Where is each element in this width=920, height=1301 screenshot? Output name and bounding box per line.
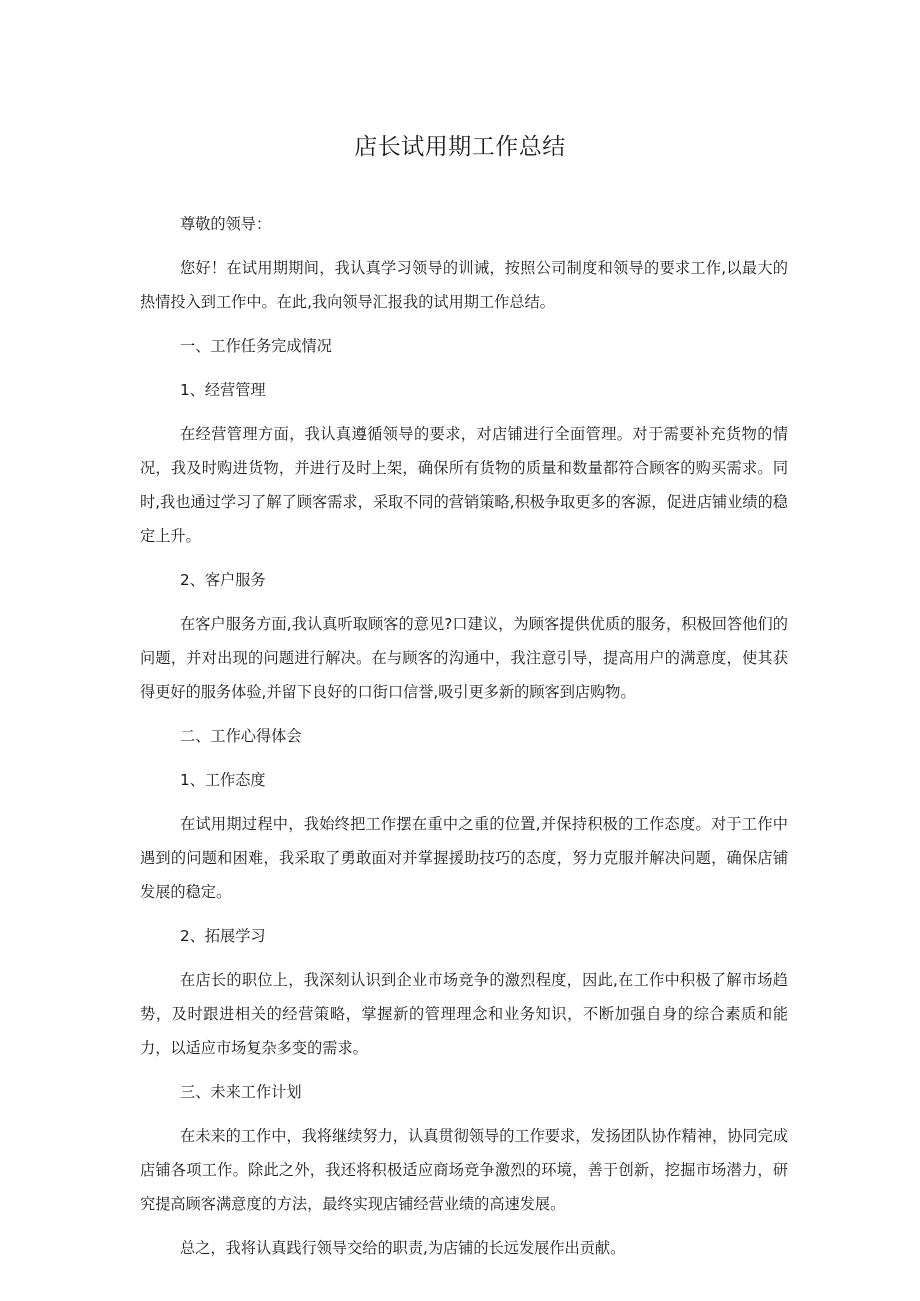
paragraph-1-2: 在客户服务方面,我认真听取顾客的意见?口建议，为顾客提供优质的服务，积极回答他们的问题，并对出现的问题进行解决。在与顾客的沟通中，我注意引导，提高用户的满意度，使其获得更好的服务体验,并留下良好的口街口信誉,吸引更多新的顾客到店购物。 [140,615,788,701]
greeting: 尊敬的领导： [180,215,272,233]
page-title: 店长试用期工作总结 [354,134,566,160]
paragraph-3: 在未来的工作中，我将继续努力，认真贯彻领导的工作要求，发扬团队协作精神，协同完成店铺各项工作。除此之外，我还将积极适应商场竞争激烈的环境，善于创新，挖掘市场潜力，研究提高顾客满意度的方法，最终实现店铺经营业绩的高速发展。 [140,1127,788,1213]
subsection-heading-2-1: 1、工作态度 [180,771,266,789]
section-heading-1: 一、工作任务完成情况 [180,337,332,355]
subsection-heading-1-2: 2、客户服务 [180,571,266,589]
subsection-heading-2-2: 2、拓展学习 [180,927,266,945]
document-body [140,207,788,1275]
section-heading-3: 三、未来工作计划 [180,1083,302,1101]
conclusion-paragraph: 总之，我将认真践行领导交给的职责,为店铺的长远发展作出贡献。 [180,1239,626,1257]
subsection-heading-1-1: 1、经营管理 [180,381,266,399]
intro-paragraph: 您好！在试用期期间，我认真学习领导的训诫，按照公司制度和领导的要求工作,以最大的热情投入到工作中。在此,我向领导汇报我的试用期工作总结。 [140,259,788,311]
paragraph-2-2: 在店长的职位上，我深刻认识到企业市场竞争的激烈程度，因此,在工作中积极了解市场趋势，及时跟进相关的经营策略，掌握新的管理理念和业务知识，不断加强自身的综合素质和能力，以适应市场复杂多变的需求。 [140,971,788,1057]
paragraph-2-1: 在试用期过程中，我始终把工作摆在重中之重的位置,并保持积极的工作态度。对于工作中遇到的问题和困难，我采取了勇敢面对并掌握援助技巧的态度，努力克服并解决问题，确保店铺发展的稳定。 [140,815,788,901]
paragraph-1-1: 在经营管理方面，我认真遵循领导的要求，对店铺进行全面管理。对于需要补充货物的情况，我及时购进货物，并进行及时上架，确保所有货物的质量和数量都符合顾客的购买需求。同时,我也通过学习了解了顾客需求，采取不同的营销策略,积极争取更多的客源，促进店铺业绩的稳定上升。 [140,425,788,545]
section-heading-2: 二、工作心得体会 [180,727,302,745]
